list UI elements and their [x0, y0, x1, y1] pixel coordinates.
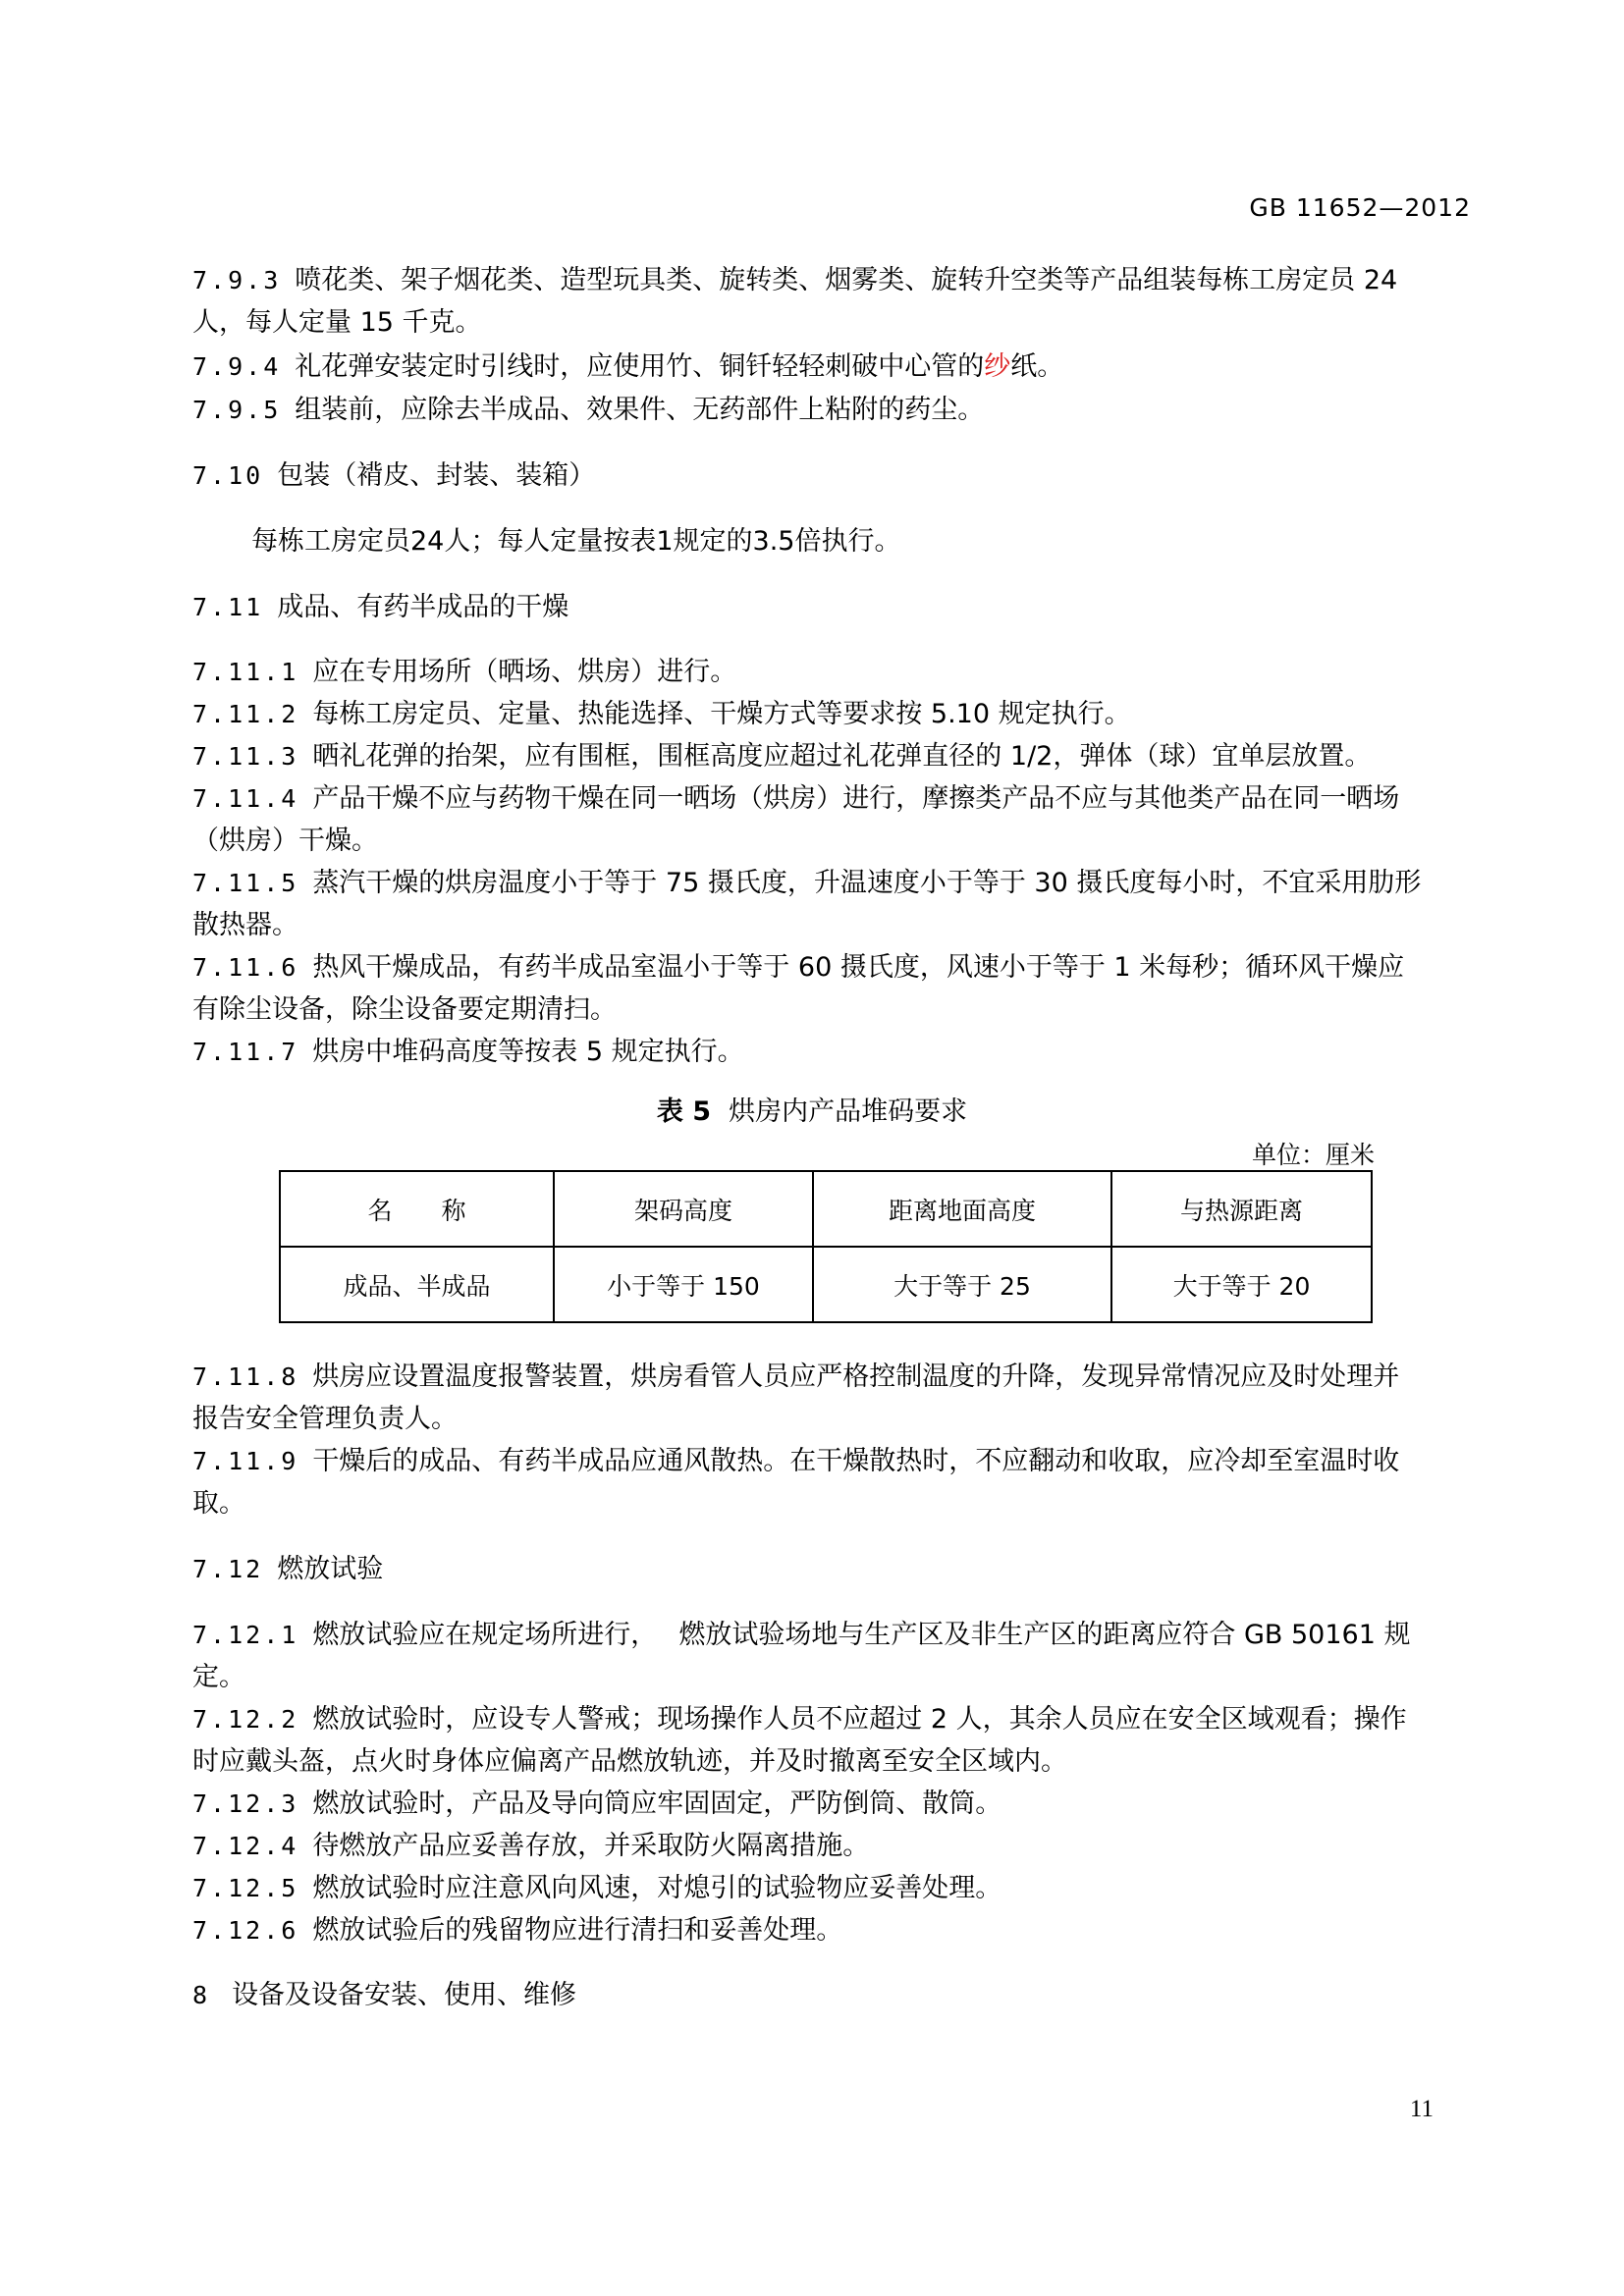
table-header-cell: 与热源距离 — [1111, 1171, 1372, 1247]
table-cell: 大于等于 25 — [813, 1247, 1111, 1322]
section-7-10-body: 每栋工房定员24人；每人定量按表1规定的3.5倍执行。 — [251, 526, 901, 557]
clause-7-11-6 — [192, 952, 1404, 984]
clause-text: 烘房应设置温度报警装置，烘房看管人员应严格控制温度的升降，发现异常情况应及时处理并 — [312, 1362, 1400, 1392]
clause-7-12-1-cont: 定。 — [192, 1662, 245, 1692]
section-number: 7.10 — [192, 461, 264, 490]
section-title: 包装（褙皮、封装、装箱） — [277, 460, 596, 491]
clause-text: 干燥后的成品、有药半成品应通风散热。在干燥散热时，不应翻动和收取，应冷却至室温时收 — [312, 1446, 1400, 1476]
clause-text: 待燃放产品应妥善存放，并采取防火隔离措施。 — [312, 1831, 870, 1861]
table-header-cell: 名 称 — [280, 1171, 554, 1247]
clause-7-11-9-cont: 取。 — [192, 1488, 245, 1519]
table-title: 烘房内产品堆码要求 — [729, 1096, 968, 1127]
table-header-row — [280, 1171, 1372, 1247]
clause-text: 燃放试验后的残留物应进行清扫和妥善处理。 — [312, 1915, 843, 1946]
clause-text: 蒸汽干燥的烘房温度小于等于 75 摄氏度，升温速度小于等于 30 摄氏度每小时，不宜采用肋形 — [312, 868, 1422, 898]
clause-text: 产品干燥不应与药物干燥在同一晒场（烘房）进行，摩擦类产品不应与其他类产品在同一晒场 — [312, 783, 1400, 814]
clause-text: 烘房中堆码高度等按表 5 规定执行。 — [312, 1037, 744, 1067]
table-cell: 小于等于 150 — [554, 1247, 813, 1322]
clause-7-11-1 — [192, 657, 736, 688]
clause-number: 7.11.9 — [192, 1447, 299, 1475]
table-cell: 大于等于 20 — [1111, 1247, 1372, 1322]
clause-text: 燃放试验时应注意风向风速，对熄引的试验物应妥善处理。 — [312, 1873, 1002, 1903]
clause-7-11-8-cont: 报告安全管理负责人。 — [192, 1404, 458, 1434]
clause-text: 礼花弹安装定时引线时，应使用竹、铜钎轻轻刺破中心管的 — [295, 351, 985, 382]
clause-7-11-4 — [192, 783, 1399, 815]
clause-number: 7.9.3 — [192, 266, 282, 294]
clause-7-11-8 — [192, 1362, 1399, 1393]
section-8-heading — [192, 1980, 576, 2011]
section-7-12-heading — [192, 1554, 383, 1585]
clause-number: 7.12.1 — [192, 1621, 299, 1649]
clause-7-12-4 — [192, 1831, 869, 1862]
table-5 — [279, 1170, 1373, 1323]
section-title: 设备及设备安装、使用、维修 — [232, 1980, 577, 2010]
clause-text-end: 纸。 — [1010, 351, 1064, 382]
clause-number: 7.9.5 — [192, 396, 282, 424]
section-number: 8 — [192, 1981, 211, 2009]
clause-7-9-3 — [192, 265, 1397, 296]
clause-7-11-6-cont: 有除尘设备，除尘设备要定期清扫。 — [192, 994, 617, 1025]
clause-number: 7.9.4 — [192, 352, 282, 381]
clause-text: 燃放试验时，应设专人警戒；现场操作人员不应超过 2 人，其余人员应在安全区域观看；操作 — [312, 1704, 1407, 1735]
clause-7-11-4-cont: （烘房）干燥。 — [192, 826, 378, 856]
clause-number: 7.11.5 — [192, 869, 299, 897]
table-5-unit: 单位：厘米 — [1251, 1141, 1375, 1169]
clause-text: 每栋工房定员、定量、热能选择、干燥方式等要求按 5.10 规定执行。 — [312, 699, 1131, 729]
clause-text: 喷花类、架子烟花类、造型玩具类、旋转类、烟雾类、旋转升空类等产品组装每栋工房定员 24 — [295, 265, 1398, 295]
clause-7-12-6 — [192, 1915, 842, 1947]
clause-text: 晒礼花弹的抬架，应有围框，围框高度应超过礼花弹直径的 1/2，弹体（球）宜单层放置。 — [312, 741, 1372, 772]
clause-number: 7.12.6 — [192, 1916, 299, 1945]
clause-number: 7.11.7 — [192, 1038, 299, 1066]
table-5-caption — [0, 1090, 1624, 1128]
clause-text: 应在专用场所（晒场、烘房）进行。 — [312, 657, 737, 687]
table-label: 表 5 — [656, 1096, 712, 1127]
clause-7-11-9 — [192, 1446, 1399, 1477]
table-cell: 成品、半成品 — [280, 1247, 554, 1322]
clause-7-9-5 — [192, 395, 984, 426]
clause-number: 7.11.8 — [192, 1362, 299, 1391]
clause-7-12-1 — [192, 1620, 1410, 1651]
section-7-11-heading — [192, 592, 568, 623]
document-header: GB 11652—2012 — [1249, 193, 1471, 222]
table-header-cell: 架码高度 — [554, 1171, 813, 1247]
clause-7-9-3-cont: 人，每人定量 15 千克。 — [192, 307, 482, 338]
section-title: 燃放试验 — [277, 1554, 384, 1584]
section-7-10-heading — [192, 460, 595, 492]
clause-number: 7.12.3 — [192, 1789, 299, 1818]
clause-number: 7.11.4 — [192, 784, 299, 813]
clause-text: 组装前，应除去半成品、效果件、无药部件上粘附的药尘。 — [295, 395, 985, 425]
clause-7-11-5-cont: 散热器。 — [192, 910, 298, 940]
clause-7-12-3 — [192, 1789, 1001, 1820]
clause-number: 7.11.6 — [192, 953, 299, 982]
section-title: 成品、有药半成品的干燥 — [277, 592, 569, 622]
section-number: 7.12 — [192, 1555, 264, 1583]
highlighted-char: 纱 — [984, 351, 1011, 382]
section-number: 7.11 — [192, 593, 264, 621]
clause-text: 燃放试验应在规定场所进行， 燃放试验场地与生产区及非生产区的距离应符合 GB 50161 规 — [312, 1620, 1411, 1650]
clause-7-11-3 — [192, 741, 1371, 773]
clause-number: 7.11.1 — [192, 658, 299, 686]
clause-number: 7.11.2 — [192, 700, 299, 728]
clause-7-12-2 — [192, 1704, 1407, 1735]
clause-number: 7.11.3 — [192, 742, 299, 771]
clause-7-12-5 — [192, 1873, 1001, 1904]
clause-7-9-4 — [192, 351, 1063, 383]
page-number: 11 — [1409, 2096, 1434, 2122]
clause-text: 燃放试验时，产品及导向筒应牢固固定，严防倒筒、散筒。 — [312, 1789, 1002, 1819]
clause-7-11-7 — [192, 1037, 744, 1068]
clause-number: 7.12.4 — [192, 1832, 299, 1860]
clause-number: 7.12.2 — [192, 1705, 299, 1734]
clause-7-12-2-cont: 时应戴头盔，点火时身体应偏离产品燃放轨迹，并及时撤离至安全区域内。 — [192, 1746, 1067, 1777]
table-row — [280, 1247, 1372, 1322]
table-header-cell: 距离地面高度 — [813, 1171, 1111, 1247]
clause-7-11-5 — [192, 868, 1421, 899]
clause-text: 热风干燥成品，有药半成品室温小于等于 60 摄氏度，风速小于等于 1 米每秒；循环风干燥应 — [312, 952, 1405, 983]
clause-number: 7.12.5 — [192, 1874, 299, 1902]
clause-7-11-2 — [192, 699, 1131, 730]
